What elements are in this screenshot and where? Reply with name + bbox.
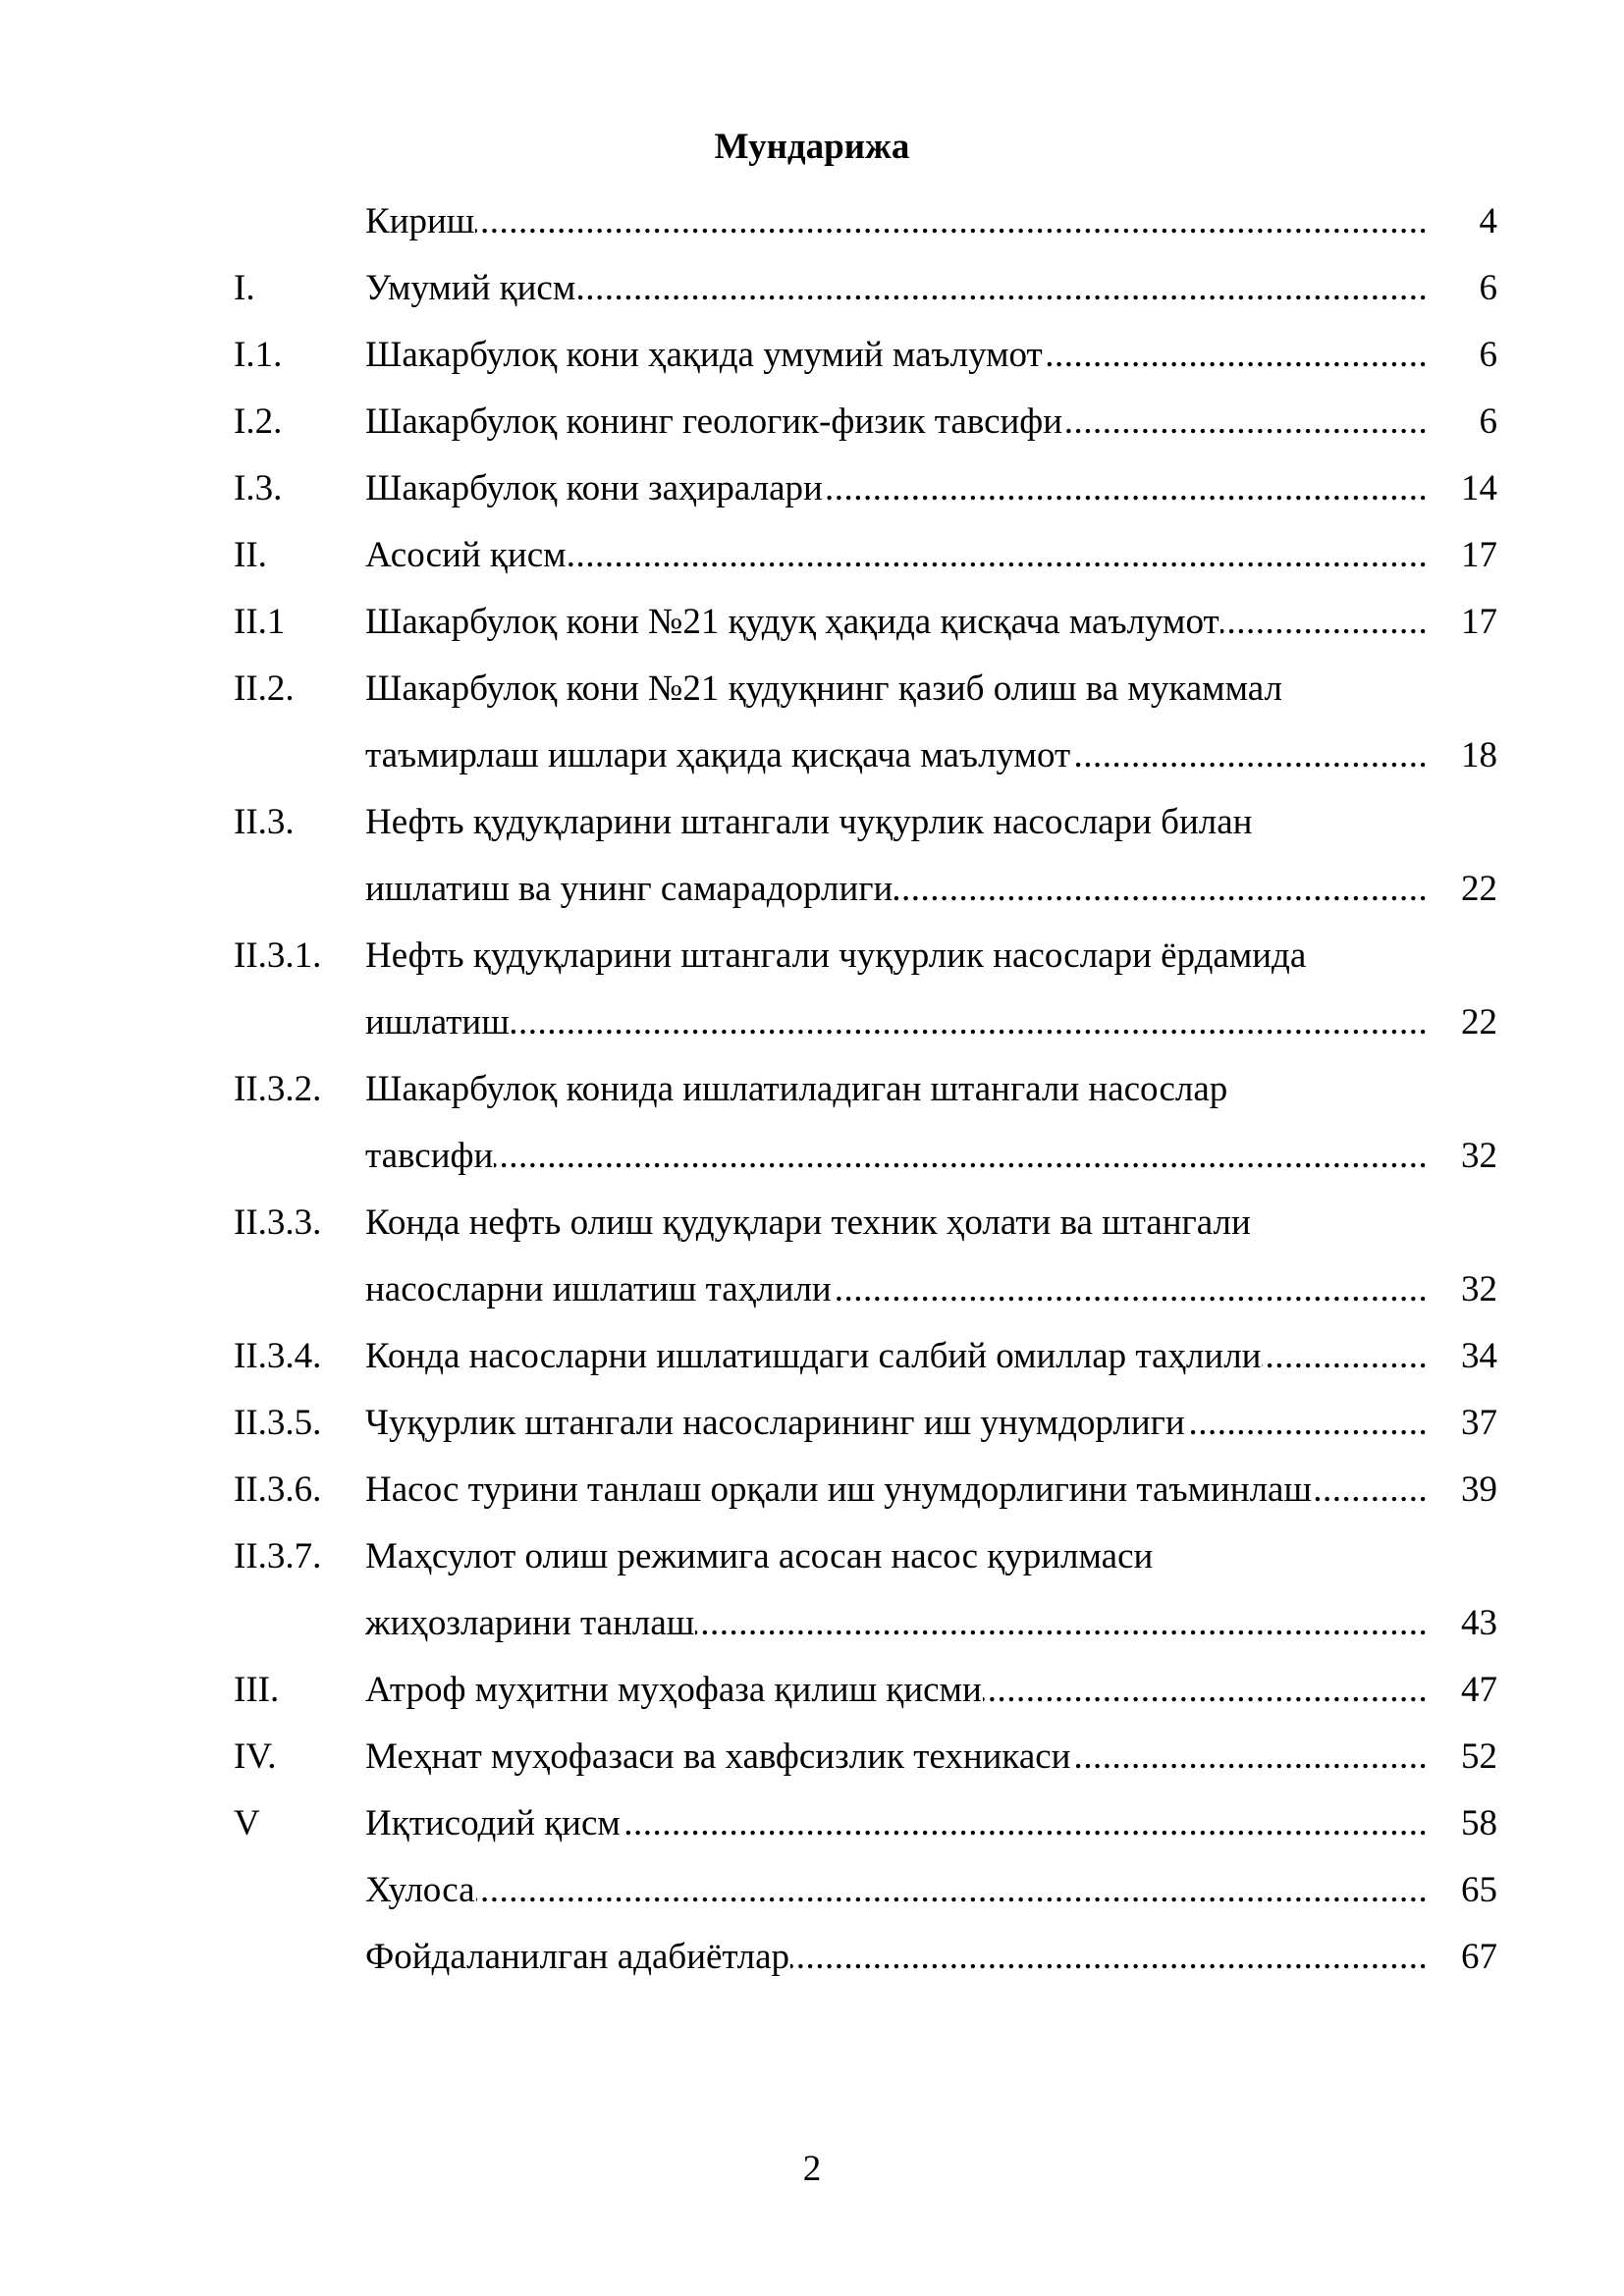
- toc-entry-title: [365, 322, 1426, 389]
- toc-entry-title: [365, 923, 1426, 989]
- toc-entry-number: I.2.: [234, 401, 283, 442]
- toc-entry-page: 4: [1479, 201, 1497, 241]
- toc-entry-number: II.3.5.: [234, 1403, 322, 1443]
- toc-entry-title-text: таъмирлаш ишлари ҳақида қисқача маълумот: [365, 735, 1071, 775]
- toc-entry: [0, 1190, 1624, 1256]
- toc-entry-number: II.3.1.: [234, 935, 322, 976]
- toc-entry-page: 67: [1461, 1937, 1497, 1977]
- toc-entry-title-text: Шакарбулоқ кони заҳиралари: [365, 468, 823, 508]
- toc-entry-title-text: Конда насосларни ишлатишдаги салбий омиллар таҳлили: [365, 1336, 1262, 1376]
- toc-entry: [0, 722, 1624, 789]
- toc-entry-number: II.: [234, 535, 267, 575]
- toc-entry-page: 17: [1461, 602, 1497, 642]
- toc-entry-title: [365, 789, 1426, 856]
- toc-entry-title: [365, 989, 1426, 1056]
- toc-entry-title-text: Атроф муҳитни муҳофаза қилиш қисми: [365, 1670, 982, 1710]
- toc-entry-title: [365, 522, 1426, 589]
- toc-entry-title-text: Иқтисодий қисм: [365, 1803, 621, 1843]
- toc-entry: [0, 1323, 1624, 1390]
- toc-entry: [0, 188, 1624, 255]
- toc-entry-title-text: насосларни ишлатиш таҳлили: [365, 1269, 832, 1309]
- toc-entry-page: 17: [1461, 535, 1497, 575]
- toc-entry-title-text: Шакарбулоқ конида ишлатиладиган штангали насослар: [365, 1069, 1228, 1109]
- toc-entry-page: 47: [1461, 1670, 1497, 1710]
- toc-entry: [0, 1857, 1624, 1924]
- toc-entry-title: [365, 1590, 1426, 1657]
- toc-entry: [0, 1123, 1624, 1190]
- toc-entry-title: [365, 589, 1426, 656]
- toc-entry-title: [365, 1323, 1426, 1390]
- toc-entry-title-text: Хулоса: [365, 1870, 475, 1910]
- toc-entry: [0, 455, 1624, 522]
- toc-entry: [0, 989, 1624, 1056]
- toc-entry: [0, 322, 1624, 389]
- toc-entry: [0, 255, 1624, 322]
- toc-entry-page: 6: [1479, 335, 1497, 375]
- toc-entry: [0, 1657, 1624, 1724]
- toc-entry-title: [365, 1190, 1426, 1256]
- toc-entry-title: [365, 1457, 1426, 1523]
- toc-entry-title: [365, 389, 1426, 455]
- toc-entry-page: 22: [1461, 1002, 1497, 1042]
- toc-entry-page: 43: [1461, 1603, 1497, 1643]
- toc-entry-title: [365, 1123, 1426, 1190]
- table-of-contents: [0, 188, 1624, 1991]
- toc-entry-title-text: Шакарбулоқ конинг геологик-физик тавсифи: [365, 401, 1063, 442]
- toc-entry-title-text: Кириш: [365, 201, 475, 241]
- toc-entry-title: [365, 722, 1426, 789]
- toc-entry-title: [365, 656, 1426, 722]
- toc-entry-title-text: Нефть қудуқларини штангали чуқурлик насослари билан: [365, 802, 1253, 842]
- toc-entry-page: 14: [1461, 468, 1497, 508]
- toc-entry-page: 52: [1461, 1736, 1497, 1777]
- toc-entry-number: I.: [234, 268, 255, 308]
- toc-entry: [0, 1390, 1624, 1457]
- toc-entry-title-text: ишлатиш ва унинг самарадорлиги: [365, 869, 893, 909]
- toc-entry-number: V: [234, 1803, 260, 1843]
- toc-entry: [0, 1457, 1624, 1523]
- page-number: 2: [802, 2149, 822, 2189]
- toc-entry-page: 6: [1479, 401, 1497, 442]
- toc-entry: [0, 589, 1624, 656]
- toc-entry-number: II.3.7.: [234, 1536, 322, 1576]
- toc-entry-number: II.3.6.: [234, 1469, 322, 1510]
- toc-entry: [0, 856, 1624, 923]
- toc-entry-title-text: тавсифи: [365, 1136, 494, 1176]
- toc-entry-number: II.3.3.: [234, 1202, 322, 1243]
- toc-entry-page: 32: [1461, 1136, 1497, 1176]
- toc-entry-title: [365, 255, 1426, 322]
- toc-entry-number: III.: [234, 1670, 280, 1710]
- toc-entry-title-text: Фойдаланилган адабиётлар: [365, 1937, 790, 1977]
- toc-entry: [0, 789, 1624, 856]
- toc-entry: [0, 1256, 1624, 1323]
- toc-entry-page: 34: [1461, 1336, 1497, 1376]
- toc-entry-title-text: Конда нефть олиш қудуқлари техник ҳолати ва штангали: [365, 1202, 1251, 1243]
- toc-entry-title-text: Умумий қисм: [365, 268, 576, 308]
- toc-entry-page: 37: [1461, 1403, 1497, 1443]
- toc-entry: [0, 1724, 1624, 1790]
- toc-entry-title: [365, 455, 1426, 522]
- toc-entry-title-text: Меҳнат муҳофазаси ва хавфсизлик техникаси: [365, 1736, 1071, 1777]
- toc-entry: [0, 1790, 1624, 1857]
- toc-entry-page: 65: [1461, 1870, 1497, 1910]
- toc-entry-number: II.1: [234, 602, 286, 642]
- toc-entry-title: [365, 1056, 1426, 1123]
- toc-entry-title: [365, 1657, 1426, 1724]
- toc-entry-number: I.1.: [234, 335, 283, 375]
- toc-entry-title: [365, 1790, 1426, 1857]
- toc-entry-number: I.3.: [234, 468, 283, 508]
- toc-entry-number: IV.: [234, 1736, 277, 1777]
- toc-entry-title-text: Нефть қудуқларини штангали чуқурлик насослари ёрдамида: [365, 935, 1307, 976]
- toc-entry-title-text: Асосий қисм: [365, 535, 567, 575]
- toc-entry-title-text: Насос турини танлаш орқали иш унумдорлигини таъминлаш: [365, 1469, 1312, 1510]
- toc-entry-number: II.2.: [234, 668, 295, 709]
- toc-entry: [0, 1924, 1624, 1991]
- toc-title: Мундарижа: [714, 127, 910, 167]
- toc-entry-number: II.3.4.: [234, 1336, 322, 1376]
- toc-entry: [0, 923, 1624, 989]
- toc-entry-title: [365, 1390, 1426, 1457]
- toc-entry-title: [365, 1523, 1426, 1590]
- toc-entry: [0, 389, 1624, 455]
- toc-entry-page: 39: [1461, 1469, 1497, 1510]
- toc-entry-title: [365, 188, 1426, 255]
- toc-entry-title: [365, 1256, 1426, 1323]
- toc-entry-title-text: Чуқурлик штангали насосларининг иш унумдорлиги: [365, 1403, 1185, 1443]
- toc-entry: [0, 656, 1624, 722]
- toc-entry-title-text: жиҳозларини танлаш: [365, 1603, 695, 1643]
- toc-entry-title: [365, 856, 1426, 923]
- toc-entry-number: II.3.: [234, 802, 295, 842]
- toc-entry-page: 32: [1461, 1269, 1497, 1309]
- toc-entry: [0, 1523, 1624, 1590]
- toc-entry-page: 6: [1479, 268, 1497, 308]
- toc-entry-title-text: Шакарбулоқ кони №21 қудуқнинг қазиб олиш ва мукаммал: [365, 668, 1282, 709]
- toc-entry-page: 58: [1461, 1803, 1497, 1843]
- toc-entry-page: 22: [1461, 869, 1497, 909]
- toc-entry: [0, 1590, 1624, 1657]
- toc-entry-title-text: Шакарбулоқ кони ҳақида умумий маълумот: [365, 335, 1043, 375]
- toc-entry-title: [365, 1924, 1426, 1991]
- toc-entry-title-text: Шакарбулоқ кони №21 қудуқ ҳақида қисқача маълумот: [365, 602, 1219, 642]
- toc-entry-title-text: Маҳсулот олиш режимига асосан насос қурилмаси: [365, 1536, 1154, 1576]
- toc-entry: [0, 1056, 1624, 1123]
- toc-entry-title: [365, 1724, 1426, 1790]
- toc-entry: [0, 522, 1624, 589]
- toc-entry-title-text: ишлатиш: [365, 1002, 510, 1042]
- toc-entry-number: II.3.2.: [234, 1069, 322, 1109]
- toc-entry-page: 18: [1461, 735, 1497, 775]
- toc-entry-title: [365, 1857, 1426, 1924]
